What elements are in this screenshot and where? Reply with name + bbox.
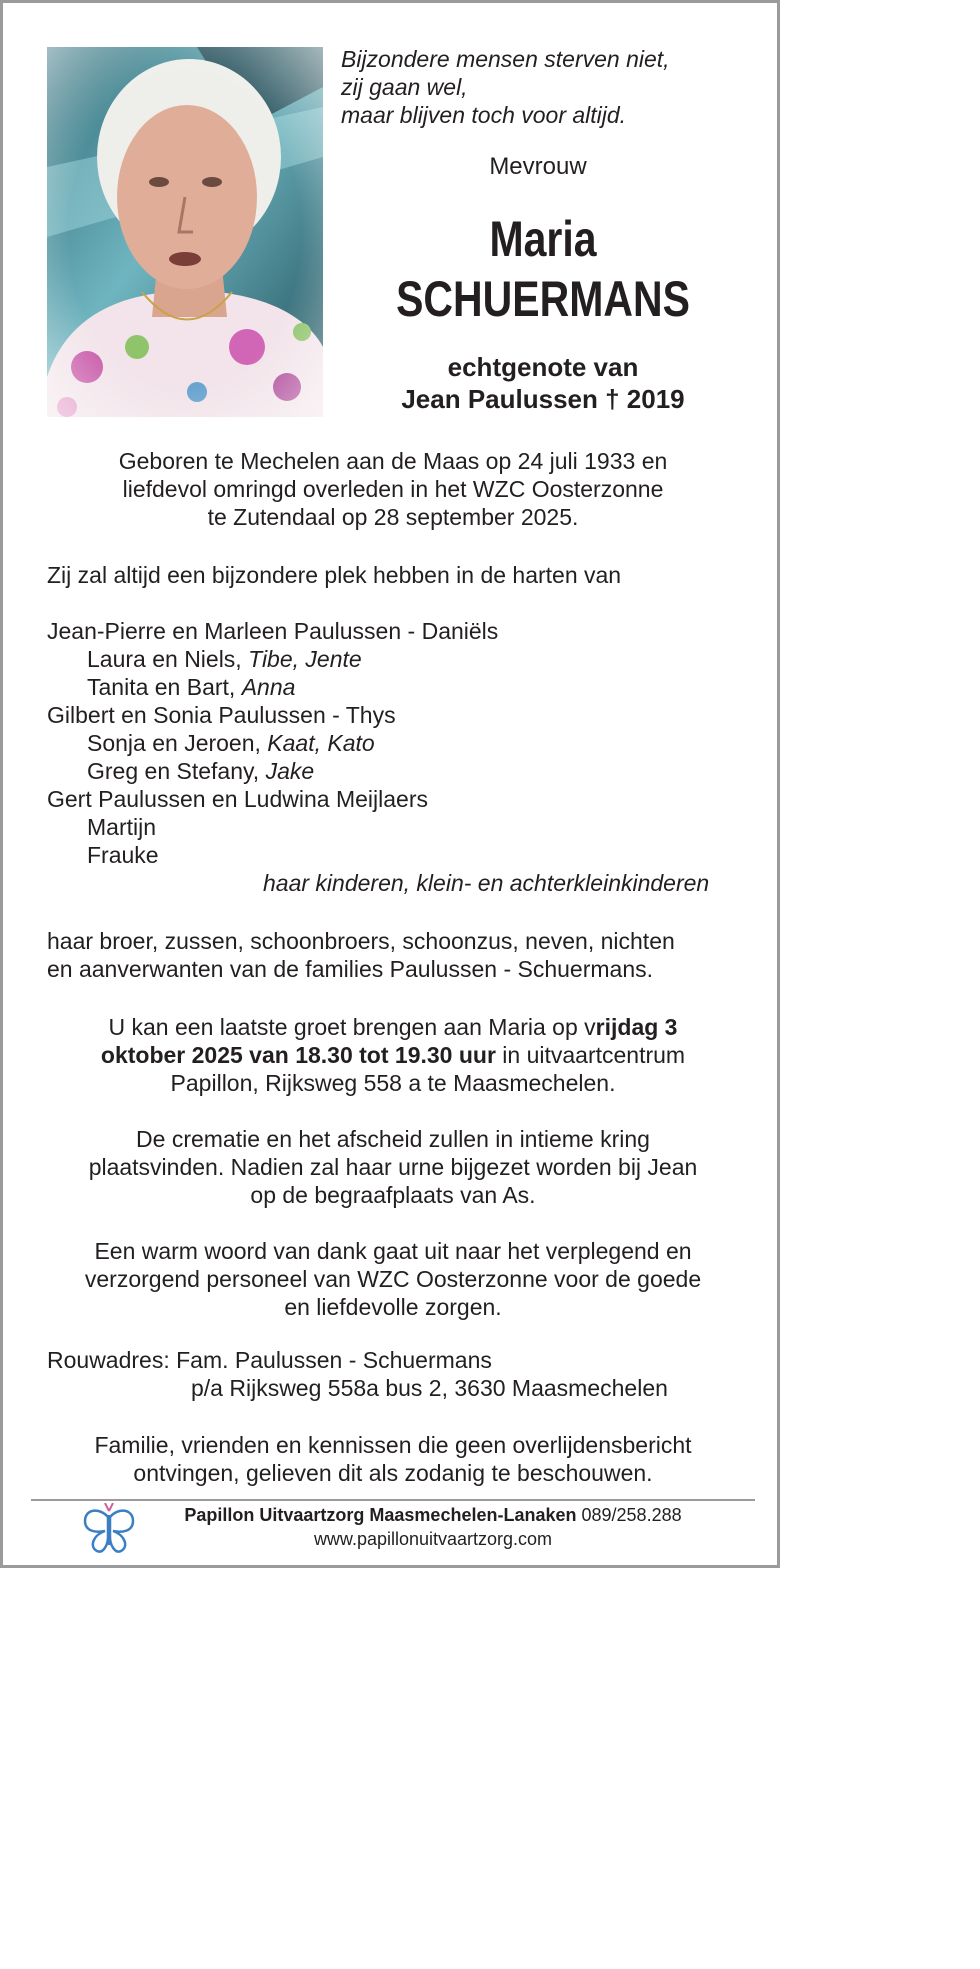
text-line: en liefdevolle zorgen. — [284, 1294, 502, 1320]
family-row — [47, 813, 498, 841]
family-names: Sonja en Jeroen, — [87, 730, 268, 756]
text-line: en aanverwanten van de families Paulussen - Schuermans. — [47, 956, 654, 982]
text-line: Papillon, Rijksweg 558 a te Maasmechelen. — [170, 1070, 616, 1096]
family-list — [47, 617, 498, 869]
text-line: Een warm woord van dank gaat uit naar het verplegend en — [94, 1238, 692, 1264]
footer — [153, 1503, 713, 1551]
poem-line: zij gaan wel, — [341, 74, 468, 100]
visit-time: oktober 2025 van 18.30 tot 19.30 uur — [100, 1042, 496, 1068]
cremation-paragraph — [31, 1125, 755, 1209]
mourning-address-label: Rouwadres: Fam. Paulussen - Schuermans — [47, 1347, 492, 1373]
family-row — [47, 701, 498, 729]
mourning-address: p/a Rijksweg 558a bus 2, 3630 Maasmechelen — [191, 1375, 668, 1401]
family-row — [47, 729, 498, 757]
company-phone: 089/258.288 — [576, 1505, 682, 1525]
family-names: Gilbert en Sonia Paulussen - Thys — [47, 702, 396, 728]
text-line: verzorgend personeel van WZC Oosterzonne voor de goede — [84, 1266, 702, 1292]
text-line: Geboren te Mechelen aan de Maas op 24 juli 1933 en — [118, 448, 668, 474]
text-line: op de begraafplaats van As. — [250, 1182, 536, 1208]
spouse-name: Jean Paulussen † 2019 — [401, 384, 685, 414]
relatives-paragraph — [47, 927, 675, 983]
family-row — [47, 617, 498, 645]
butterfly-logo-icon — [81, 1503, 137, 1555]
text-line — [31, 1041, 755, 1069]
text-line: liefdevol omringd overleden in het WZC Oosterzonne — [122, 476, 664, 502]
first-name: Maria — [489, 211, 597, 267]
family-children: Tibe, Jente — [248, 646, 362, 672]
poem — [341, 45, 670, 129]
notice-paragraph — [31, 1431, 755, 1487]
family-names: Laura en Niels, — [87, 646, 249, 672]
text-line: haar broer, zussen, schoonbroers, schoonzus, neven, nichten — [47, 928, 675, 954]
visit-text: U kan een laatste groet brengen aan Maria op v — [108, 1014, 596, 1040]
deceased-name — [375, 209, 711, 329]
honorific: Mevrouw — [489, 153, 587, 180]
portrait-photo — [47, 47, 323, 417]
intro-line: Zij zal altijd een bijzondere plek hebben in de harten van — [47, 562, 622, 588]
family-names: Jean-Pierre en Marleen Paulussen - Daniëls — [47, 618, 499, 644]
family-names: Frauke — [87, 842, 159, 868]
spouse-line: echtgenote van — [447, 352, 639, 382]
family-row — [47, 645, 498, 673]
footer-company-line — [153, 1503, 713, 1527]
spouse-info — [323, 351, 763, 415]
poem-line: maar blijven toch voor altijd. — [341, 102, 627, 128]
visit-text: in uitvaartcentrum — [495, 1042, 686, 1068]
portrait-illustration — [47, 47, 323, 417]
last-name: SCHUERMANS — [396, 271, 690, 327]
family-children: Anna — [241, 674, 296, 700]
family-names: Gert Paulussen en Ludwina Meijlaers — [47, 786, 428, 812]
family-children: Kaat, Kato — [267, 730, 375, 756]
family-names: Greg en Stefany, — [87, 758, 266, 784]
family-row — [47, 673, 498, 701]
family-row — [47, 841, 498, 869]
text-line: te Zutendaal op 28 september 2025. — [207, 504, 579, 530]
text-line: De crematie en het afscheid zullen in intieme kring — [136, 1126, 650, 1152]
company-name: Papillon Uitvaartzorg Maasmechelen-Lanaken — [184, 1505, 577, 1525]
footer-divider — [31, 1499, 755, 1501]
family-row — [47, 757, 498, 785]
family-names: Tanita en Bart, — [87, 674, 242, 700]
company-website[interactable]: www.papillonuitvaartzorg.com — [313, 1529, 553, 1549]
family-children: Jake — [265, 758, 315, 784]
thanks-paragraph — [31, 1237, 755, 1321]
birth-death-paragraph — [31, 447, 755, 531]
text-line: plaatsvinden. Nadien zal haar urne bijgezet worden bij Jean — [88, 1154, 698, 1180]
visit-date: rijdag 3 — [595, 1014, 678, 1040]
children-label: haar kinderen, klein- en achterkleinkinderen — [263, 870, 710, 896]
visitation-paragraph — [31, 1013, 755, 1097]
text-line: ontvingen, gelieven dit als zodanig te beschouwen. — [133, 1460, 653, 1486]
text-line — [31, 1013, 755, 1041]
poem-line: Bijzondere mensen sterven niet, — [341, 46, 670, 72]
family-names: Martijn — [87, 814, 157, 840]
family-row — [47, 785, 498, 813]
text-line: Familie, vrienden en kennissen die geen overlijdensbericht — [94, 1432, 692, 1458]
